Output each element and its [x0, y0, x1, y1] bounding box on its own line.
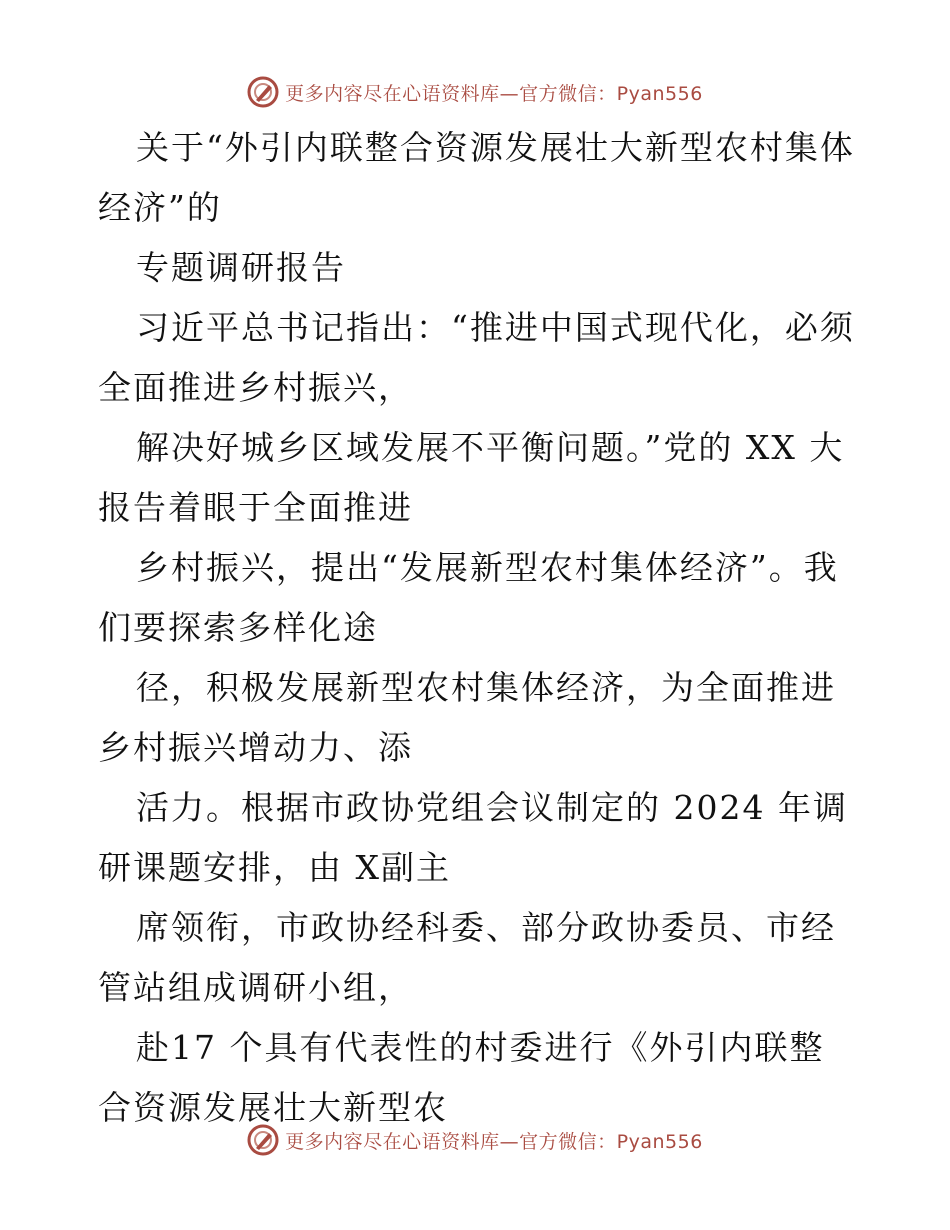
body-paragraph: 解决好城乡区域发展不平衡问题。”党的 XX 大报告着眼于全面推进 [98, 428, 845, 527]
document-body [98, 118, 858, 1138]
footer-watermark [0, 1120, 950, 1160]
watermark-text: 更多内容尽在心语资料库—官方微信：Pyan556 [285, 1130, 703, 1153]
pen-circle-logo-icon [247, 1124, 279, 1156]
body-paragraph: 活力。根据市政协党组会议制定的 2024 年调研课题安排，由 X副主 [98, 788, 848, 887]
body-paragraph: 赴17 个具有代表性的村委进行《外引内联整合资源发展壮大新型农 [98, 1028, 825, 1127]
document-title-line: 关于“外引内联整合资源发展壮大新型农村集体经济”的 [98, 128, 855, 227]
header-watermark [0, 72, 950, 112]
body-paragraph: 乡村振兴，提出“发展新型农村集体经济”。我们要探索多样化途 [98, 548, 839, 647]
watermark-text: 更多内容尽在心语资料库—官方微信：Pyan556 [285, 82, 703, 105]
pen-circle-logo-icon [247, 76, 279, 108]
document-subtitle-line: 专题调研报告 [136, 248, 346, 287]
body-paragraph: 径，积极发展新型农村集体经济，为全面推进乡村振兴增动力、添 [98, 668, 836, 767]
body-paragraph: 习近平总书记指出：“推进中国式现代化，必须全面推进乡村振兴， [98, 308, 855, 407]
body-paragraph: 席领衔，市政协经科委、部分政协委员、市经管站组成调研小组， [98, 908, 836, 1007]
